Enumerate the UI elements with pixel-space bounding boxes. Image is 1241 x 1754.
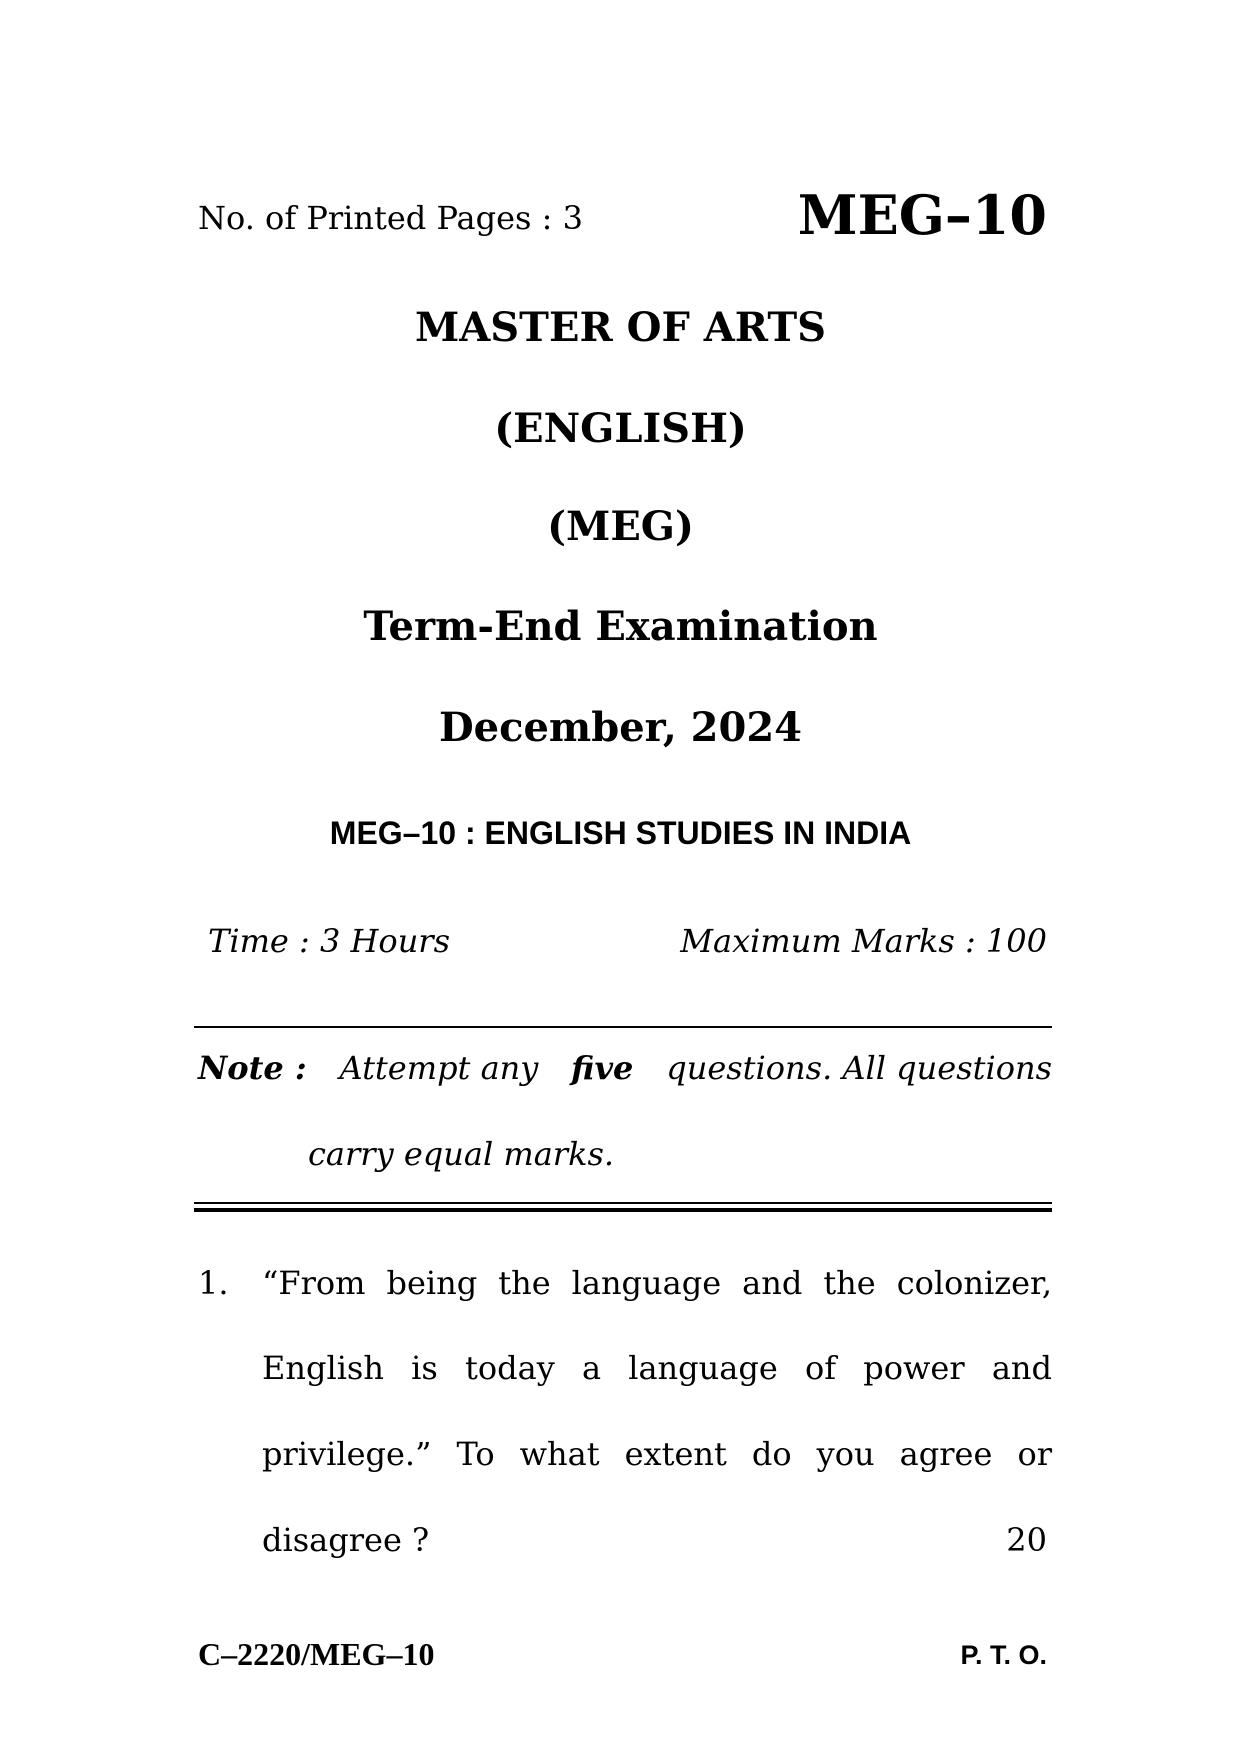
programme-title: (MEG) bbox=[547, 503, 694, 550]
course-title: MEG–10 : ENGLISH STUDIES IN INDIA bbox=[329, 815, 912, 851]
pto-label: P. T. O. bbox=[960, 1640, 1047, 1670]
maximum-marks: Maximum Marks : 100 bbox=[680, 922, 1047, 960]
note-label: Note : bbox=[198, 1049, 307, 1087]
exam-date: December, 2024 bbox=[438, 704, 803, 751]
question-line: privilege.” To what extent do you agree or bbox=[262, 1435, 1052, 1473]
printed-pages: No. of Printed Pages : 3 bbox=[198, 199, 583, 237]
note-line-2: carry equal marks. bbox=[308, 1135, 615, 1173]
paper-code: MEG–10 bbox=[797, 183, 1047, 247]
footer-code: C–2220/MEG–10 bbox=[198, 1636, 435, 1672]
note-emphasis: five bbox=[571, 1049, 634, 1087]
subject-title: (ENGLISH) bbox=[494, 405, 747, 452]
double-rule-top bbox=[194, 1202, 1052, 1204]
note-text: questions. All questions bbox=[666, 1049, 1052, 1087]
question-line: “From being the language and the colonizer, bbox=[262, 1264, 1052, 1302]
question-number: 1. bbox=[198, 1264, 229, 1302]
question-line: disagree ? bbox=[262, 1521, 430, 1559]
note-line-1 bbox=[198, 1049, 1052, 1087]
exam-title: Term-End Examination bbox=[363, 603, 878, 650]
divider bbox=[194, 1026, 1052, 1028]
note-text: Attempt any bbox=[339, 1049, 539, 1087]
double-rule-bottom bbox=[194, 1208, 1052, 1212]
question-line: English is today a language of power and bbox=[262, 1349, 1052, 1387]
time-allowed: Time : 3 Hours bbox=[208, 922, 451, 960]
question-marks: 20 bbox=[1006, 1521, 1047, 1559]
degree-title: MASTER OF ARTS bbox=[414, 304, 826, 351]
